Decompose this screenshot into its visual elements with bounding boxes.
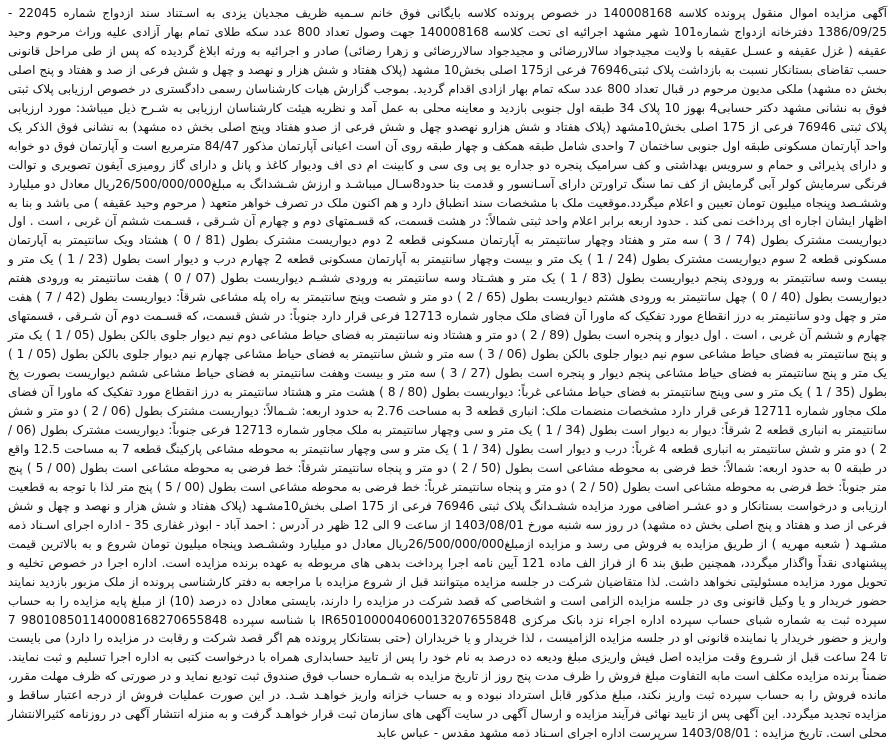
notice-body-text: آگهی مزایده اموال منقول پرونده کلاسه 140008168 در خصوص پرونده کلاسه بایگانی فوق خانم سـمیه ظریف مجدیان یزدی به اسـتناد سند ازدواج شماره 22045 - 1386/09/25 دفترخانه ازدواج شماره101 شهر مشهد اجرائیه ای تحت کلاسه 140008168 جهت وصول تعداد 800 عدد سکه طلای تمام بهار آزادی علیه وراث مرحوم وحید عقیفه ( غزل عقیفه و عسـل عقیفه با ولایت مجیدجواد سالاررضائی و مجیدجواد سالاررضائی و زهرا رضائی) صادر و اجرائیه به ورثه ابلاغ گردیده که پس از طی مراحل قانونی حسب تقاضای بستانکار نسبت به بازداشت پلاک ثبتی76946 فرعی از175 اصلی بخش10 مشهد (پلاک هفتاد و شش هزار و نهصد و چهل و شش فرعی از صد و هفتاد و پنج اصلی بخش ده مشهد) ملکی مدیون مرحوم در قبال تعداد 800 عدد سکه تمام بهار ازادی اقدام گردید. بموجب گزارش هیات کارشناسان رسمی دادگستری در خصوص ارزیابی پلاک ثبتی فوق به نشانی مشهد دکتر حسابی4 بهوز 10 پلاک 34 طبقه اول جنوبی بازدید و معاینه محلی به عمل آمد و نظریه هیئت کارشناسان ارزیابی به شـرح ذیل میباشد: مورد ارزیابی پلاک ثبتی 76946 فرعی از 175 اصلی بخش10مشهد (پلاک هفتاد و شش هزارو نهصدو چهل و شش فرعی از صدو هفتاد وپنج اصلی بخش ده مشهد) به نشانی فوق الذکر یک واحد آپارتمان مسکونی طبقه اول جنوبی ساختمان 7 واحدی شامل طبقه همکف و چهار طبقه روی آن است اعیانی آپارتمان مذکور 84/47 مترمربع است و آپارتمان فوق دو خوابه و دارای پذیرائی و حمام و سرویس بهداشتی و کف سرامیک پنجره دو جداره یو پی وی سی و کابینت ام دی اف ودیوار کاغذ و پانل و دارای گاز رومیزی آیفون تصویری و توالت فرنگی سرمایش کولر آبی گرمایش از کف نما سنگ تراورتن دارای آسـانسور و قدمت بنا حدود8سـال میباشـد و ارزش شـشدانگ به مبلغ26/500/000/000ریال معادل دو میلیارد وششـصد وپنجاه میلیون تومان تعیین و اعلام میگردد.موقعیت ملک با مشخصات سند انطباق دارد و هم اکنون ملک در تصرف خواهر متعهد ( مرحوم وحید عقیفه ) می باشد و بنا به اظهار ایشان اجاره ای پرداخت نمی کند . حدود اربعه برابر اعلام واحد ثبتی شمالاً: در هشت قسمت، که قسـمتهای دوم و چهارم آن شـرقی ، قسـمت ششم آن غربی ، است . اول دیواریست مشترک بطول (74 / 3 ) سه متر و هفتاد وچهار سانتیمتر به آپارتمان مسکونی قطعه 2 دوم دیواریست مشترک بطول (81 / 0 ) هشتاد ویک سانتیمتر به آپارتمان مسکونی قطعه 2 سوم دیواریست مشترک بطول (24 / 1 ) یک متر و بیست وچهار سانتیمتر به آپارتمان مسکونی قطعه 2 چهارم درب و دیوار است بطول (23 / 1 ) یک متر و بیست وسه سانتیمتر به ورودی پنجم دیواریست بطول (83 / 1 ) یک متر و هشـتاد وسه سانتیمتر به ورودی ششـم دیواریست بطول (07 / 0 ) هفت سانتیمتر به ورودی هفتم دیواریست بطول (40 / 0 ) چهل سانتیمتر به ورودی هشتم دیواریست بطول (65 / 2 ) دو متر و شصت وپنج سانتیمتر به راه پله مشاعی شرقاً: دیواریست بطول (42 / 7 ) هفت متر و چهل ودو سانتیمتر به درز انقطاع مورد تفکیک که ماورا آن فضای ملک مجاور شماره 12713 فرعی قرار دارد جنوباً: در شش قسمت، که قسـمت دوم آن شـرقی ، قسمتهای چهارم و ششم آن غربی ، است . اول دیوار و پنجره است بطول (89 / 2 ) دو متر و هشتاد ونه سانتیمتر به فضای حیاط مشاعی دوم نیم دیوار جلوی بالکن بطول (05 / 1 ) یک متر و پنج سانتیمتر به فضای حیاط مشاعی سوم نیم دیوار جلوی بالکن بطول (06 / 3 ) سه متر و شش سانتیمتر به فضای حیاط مشاعی چهارم نیم دیوار جلوی بالکن بطول (05 / 1 ) یک متر و پنج سانتیمتر به فضای حیاط مشاعی پنجم دیوار و پنجره است بطول (27 / 3 ) سه متر و بیست وهفت سانتیمتر به فضای حیاط مشاعی ششم دیواریست بصورت پخ بطول (35 / 1 ) یک متر و سی وپنج سانتیمتر به فضای حیاط مشاعی غرباً: دیواریست بطول (80 / 8 ) هشت متر و هشتاد سانتیمتر به درز انقطاع مورد تفکیک که ماورا آن فضای ملک مجاور شماره 12711 فرعی قرار دارد مشخصات منضمات ملک: انباری قطعه 3 به مساحت 2.76 به حدود اربعه: شـمالاً: دیواریست مشترک بطول (06 / 2 ) دو متر و شش سانتیمتر به انباری قطعه 2 شرقاً: دیوار به دیوار است بطول (34 / 1 ) یک متر و سی وچهار سانتیمتر به ملک مجاور شماره 12713 فرعی جنوباً: دیواریست مشترک بطول (06 / 2 ) دو متر و شش سانتیمتر به انباری قطعه 4 غرباً: درب و دیوار است بطول (34 / 1 ) یک متر و سی وچهار سانتیمتر به محوطه مشاعی پارکینگ قطعه 7 به مساحت 12.5 واقع در طبقه 0 به حدود اربعه: شمالاً: خط فرضی به محوطه مشاعی است بطول (50 / 2 ) دو متر و پنجاه سانتیمتر شرقاً: خط فرضی به محوطه مشاعی است بطول (00 / 5 ) پنج متر جنوباً: خط فرضی به محوطه مشاعی است بطول (50 / 2 ) دو متر و پنجاه سانتیمتر غرباً: خط فرضی به محوطه مشاعی است بطول (00 / 5 ) پنج متر لذا با توجه به قطعیت ارزیابی و درخواست بستانکار و دو عشـر اضافی مورد مزایده ششـدانگ پلاک ثبتی 76946 فرعی از 175 اصلی بخش10مشـهد (پلاک هفتاد و شش هزار و نهصد و چهل و شش فرعی از صد و هفتاد و پنج اصلی بخش ده مشهد) در روز سه شنبه مورخ 1403/08/01 از ساعت 9 الی 12 ظهر در آدرس : احمد آباد - ابوذر غفاری 35 - اداره اجرای اسـناد ذمه مشـهد ( شعبه مهریه ) از طریق مزایده به فروش می رسد و مزایده ازمبلغ26/500/000/000ریال معادل دو میلیارد وششـصد وپنجاه میلیون تومان شروع و به بالاترین قیمت پیشنهادی نقداً واگذار میگردد، همچنین طبق بند 6 از فراز الف ماده 121 آیین نامه اجرا پرداخت بدهی های مربوطه به عهده برنده مزایده است. اداره اجرا در خصوص تخلیه و تحویل مورد مزایده مسئولیتی نخواهد داشت. لذا متقاضیان شرکت در جلسه مزایده میتوانند قبل از شروع مزایده با مراجعه به دفتر کارشناسی پرونده از ملک مزبور بازدید نمایند حضور خریدار و یا وکیل قانونی وی در جلسه مزایده الزامی است و اشخاصی که قصد شرکت در مزایده را دارند، بایستی معادل ده درصد (10) از مبلغ پایه مزایده را به حساب سپرده ثبت به شماره شبای حساب سپرده اداره اجراء نزد بانک مرکزی IR650100004060013207655848 با شناسه سپرده 980108501140008168270655848 7 واریز و حضور خریدار یا نماینده قانونی او در جلسه مزایده الزامیست ، لذا خریدار و یا خریداران (حتی بستانکار پرونده هم اگر قصد شرکت و رقابت در مزایده را دارد) می بایست تا 24 ساعت قبل از شـروع وقت مزایده اصل فیش واریزی مبلغ ودیعه ده درصد به نام خود را پس از تایید حسابداری همراه با درخواست کتبی به اداره اجرا تسلیم و ثبت نمایند. ضمناً برنده مزایده مکلف است مابه التفاوت مبلغ فروش را ظرف مدت پنج روز از تاریخ مزایده به شـماره حساب فوق صندوق ثبت تودیع نماید و در صورتی که ظرف مهلت مقرر، مانده فروش را به حساب سپرده ثبت واریز نکند، مبلغ مذکور قابل استرداد نبوده و به حساب خزانه واریز خواهـد شـد. در این صورت عملیات فروش از درجه اعتبار ساقط و مزایده تجدید میگردد. این آگهی پس از تایید نهائی فرآیند مزایده و ارسال آگهی در سایت آگهی های سازمان ثبت قرار خواهـد گرفت و به منزله انتشار آگهی در روزنامه کثیرالانتشار محلی است. تاریخ مزایده : 1403/08/01 سرپرست اداره اجرای اسـناد ذمه مشهد مقدس - عباس عابد [8,6,888,741]
